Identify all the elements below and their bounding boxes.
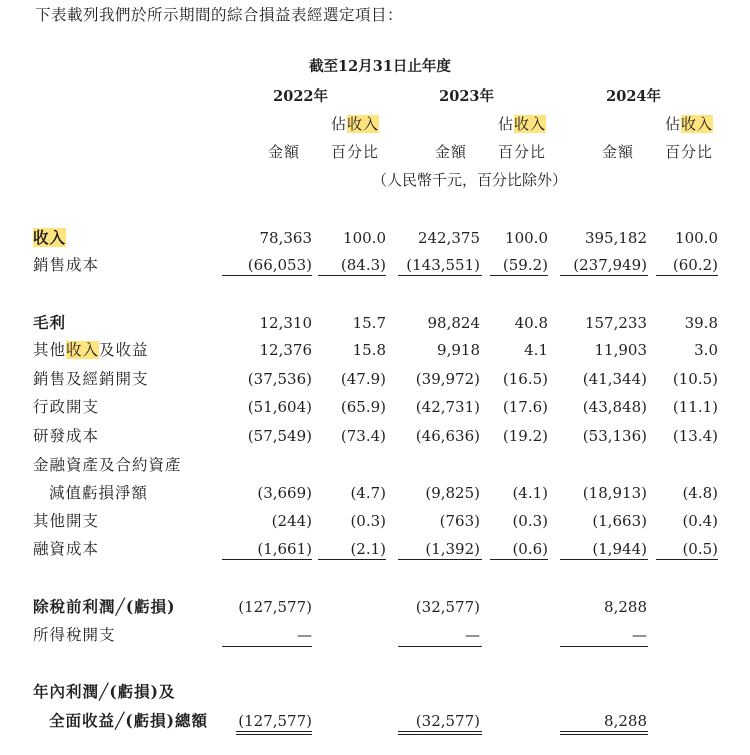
- rule: [656, 559, 718, 560]
- row-label-other-income: 其他收入及收益: [33, 341, 149, 359]
- row-label-other-expenses: 其他開支: [33, 512, 100, 530]
- rnd-costs-2024-pct: (13.4): [672, 427, 718, 445]
- other-expenses-2023-amount: (763): [439, 512, 480, 530]
- rule: [490, 275, 548, 276]
- pct-header-2024: 佔收入: [665, 115, 714, 133]
- amount-header-2022: 金額: [268, 143, 301, 161]
- year-2023: 2023年: [439, 88, 494, 105]
- admin-expenses-2023-pct: (17.6): [502, 398, 548, 416]
- row-label-total-line2: 全面收益╱(虧損)總額: [49, 711, 208, 730]
- rule: [398, 646, 482, 647]
- pct-sub-header-2022: 百分比: [331, 143, 380, 161]
- impairment-2023-pct: (4.1): [512, 484, 548, 502]
- impairment-2022-pct: (4.7): [350, 484, 386, 502]
- row-label-rnd-costs: 研發成本: [33, 427, 100, 445]
- rnd-costs-2024-amount: (53,136): [582, 427, 647, 445]
- row-label-gross-profit: 毛利: [33, 313, 67, 332]
- rule: [560, 646, 648, 647]
- unit-note: （人民幣千元，百分比除外）: [372, 171, 568, 189]
- revenue-2023-pct: 100.0: [505, 229, 548, 247]
- row-label-selling-expenses: 銷售及經銷開支: [33, 370, 149, 388]
- admin-expenses-2023-amount: (42,731): [415, 398, 480, 416]
- row-label-impairment-line1: 金融資產及合約資產: [33, 456, 182, 474]
- rule: [222, 559, 312, 560]
- profit-before-tax-2024: 8,288: [604, 598, 647, 616]
- other-income-2024-pct: 3.0: [694, 341, 718, 359]
- other-expenses-2023-pct: (0.3): [512, 512, 548, 530]
- cost-of-sales-2022-amount: (66,053): [247, 256, 312, 274]
- total-2024: 8,288: [604, 712, 647, 730]
- finance-costs-2024-amount: (1,944): [592, 540, 647, 558]
- other-income-2024-amount: 11,903: [594, 341, 647, 359]
- pct-amount-header-2024: 金額: [602, 143, 635, 161]
- gross-profit-2022-amount: 12,310: [259, 314, 312, 332]
- rule: [222, 275, 312, 276]
- cost-of-sales-2023-amount: (143,551): [406, 256, 480, 274]
- selling-expenses-2022-amount: (37,536): [247, 370, 312, 388]
- year-2024: 2024年: [606, 88, 661, 105]
- row-label-profit-before-tax: 除稅前利潤╱(虧損): [33, 597, 176, 616]
- income-tax-2023: —: [465, 626, 480, 644]
- revenue-2022-pct: 100.0: [343, 229, 386, 247]
- double-rule: [398, 731, 482, 735]
- rule: [560, 559, 648, 560]
- pct-header-2022: 佔收入: [331, 115, 380, 133]
- other-expenses-2022-pct: (0.3): [350, 512, 386, 530]
- amount-header-2023: 金額: [435, 143, 468, 161]
- income-tax-2022: —: [297, 626, 312, 644]
- other-expenses-2024-pct: (0.4): [682, 512, 718, 530]
- double-rule: [560, 731, 648, 735]
- rnd-costs-2023-pct: (19.2): [502, 427, 548, 445]
- admin-expenses-2024-pct: (11.1): [672, 398, 718, 416]
- cost-of-sales-2024-pct: (60.2): [672, 256, 718, 274]
- selling-expenses-2022-pct: (47.9): [340, 370, 386, 388]
- intro-text: 下表載列我們於所示期間的綜合損益表經選定項目：: [35, 6, 404, 24]
- rule: [222, 646, 312, 647]
- cost-of-sales-2024-amount: (237,949): [573, 256, 647, 274]
- rule: [490, 559, 548, 560]
- rnd-costs-2022-amount: (57,549): [247, 427, 312, 445]
- total-2022: (127,577): [238, 712, 312, 730]
- rule: [656, 275, 718, 276]
- total-2023: (32,577): [415, 712, 480, 730]
- selling-expenses-2023-amount: (39,972): [415, 370, 480, 388]
- rnd-costs-2022-pct: (73.4): [340, 427, 386, 445]
- finance-costs-2023-amount: (1,392): [425, 540, 480, 558]
- other-income-2023-pct: 4.1: [524, 341, 548, 359]
- other-income-2022-amount: 12,376: [259, 341, 312, 359]
- period-header: 截至12月31日止年度: [309, 58, 451, 75]
- admin-expenses-2022-pct: (65.9): [340, 398, 386, 416]
- other-expenses-2024-amount: (1,663): [592, 512, 647, 530]
- double-rule: [236, 731, 312, 735]
- rule: [318, 559, 386, 560]
- pct-sub-header-2024: 百分比: [665, 143, 714, 161]
- gross-profit-2022-pct: 15.7: [352, 314, 386, 332]
- selling-expenses-2023-pct: (16.5): [502, 370, 548, 388]
- row-label-cost-of-sales: 銷售成本: [33, 256, 100, 274]
- rule: [398, 559, 482, 560]
- finance-costs-2022-amount: (1,661): [257, 540, 312, 558]
- gross-profit-2023-amount: 98,824: [427, 314, 480, 332]
- year-2022: 2022年: [273, 88, 328, 105]
- rule: [560, 275, 648, 276]
- other-income-2023-amount: 9,918: [437, 341, 480, 359]
- finance-costs-2024-pct: (0.5): [682, 540, 718, 558]
- impairment-2023-amount: (9,825): [425, 484, 480, 502]
- other-expenses-2022-amount: (244): [271, 512, 312, 530]
- income-tax-2024: —: [632, 626, 647, 644]
- rule: [398, 275, 482, 276]
- impairment-2022-amount: (3,669): [257, 484, 312, 502]
- admin-expenses-2022-amount: (51,604): [247, 398, 312, 416]
- row-label-admin-expenses: 行政開支: [33, 398, 100, 416]
- finance-costs-2022-pct: (2.1): [350, 540, 386, 558]
- profit-before-tax-2022: (127,577): [238, 598, 312, 616]
- pct-sub-header-2023: 百分比: [498, 143, 547, 161]
- selling-expenses-2024-pct: (10.5): [672, 370, 718, 388]
- revenue-2022-amount: 78,363: [259, 229, 312, 247]
- rule: [318, 275, 386, 276]
- row-label-finance-costs: 融資成本: [33, 540, 100, 558]
- revenue-2024-amount: 395,182: [584, 229, 647, 247]
- pct-header-2023: 佔收入: [498, 115, 547, 133]
- row-label-total-line1: 年內利潤╱(虧損)及: [33, 682, 176, 701]
- revenue-2023-amount: 242,375: [417, 229, 480, 247]
- impairment-2024-pct: (4.8): [682, 484, 718, 502]
- admin-expenses-2024-amount: (43,848): [582, 398, 647, 416]
- row-label-impairment-line2: 減值虧損淨額: [49, 484, 149, 502]
- row-label-income-tax: 所得稅開支: [33, 626, 116, 644]
- cost-of-sales-2022-pct: (84.3): [340, 256, 386, 274]
- rnd-costs-2023-amount: (46,636): [415, 427, 480, 445]
- selling-expenses-2024-amount: (41,344): [582, 370, 647, 388]
- impairment-2024-amount: (18,913): [582, 484, 647, 502]
- profit-before-tax-2023: (32,577): [415, 598, 480, 616]
- other-income-2022-pct: 15.8: [352, 341, 386, 359]
- cost-of-sales-2023-pct: (59.2): [502, 256, 548, 274]
- gross-profit-2023-pct: 40.8: [514, 314, 548, 332]
- revenue-2024-pct: 100.0: [675, 229, 718, 247]
- row-label-revenue: 收入: [33, 228, 67, 247]
- finance-costs-2023-pct: (0.6): [512, 540, 548, 558]
- gross-profit-2024-amount: 157,233: [584, 314, 647, 332]
- gross-profit-2024-pct: 39.8: [684, 314, 718, 332]
